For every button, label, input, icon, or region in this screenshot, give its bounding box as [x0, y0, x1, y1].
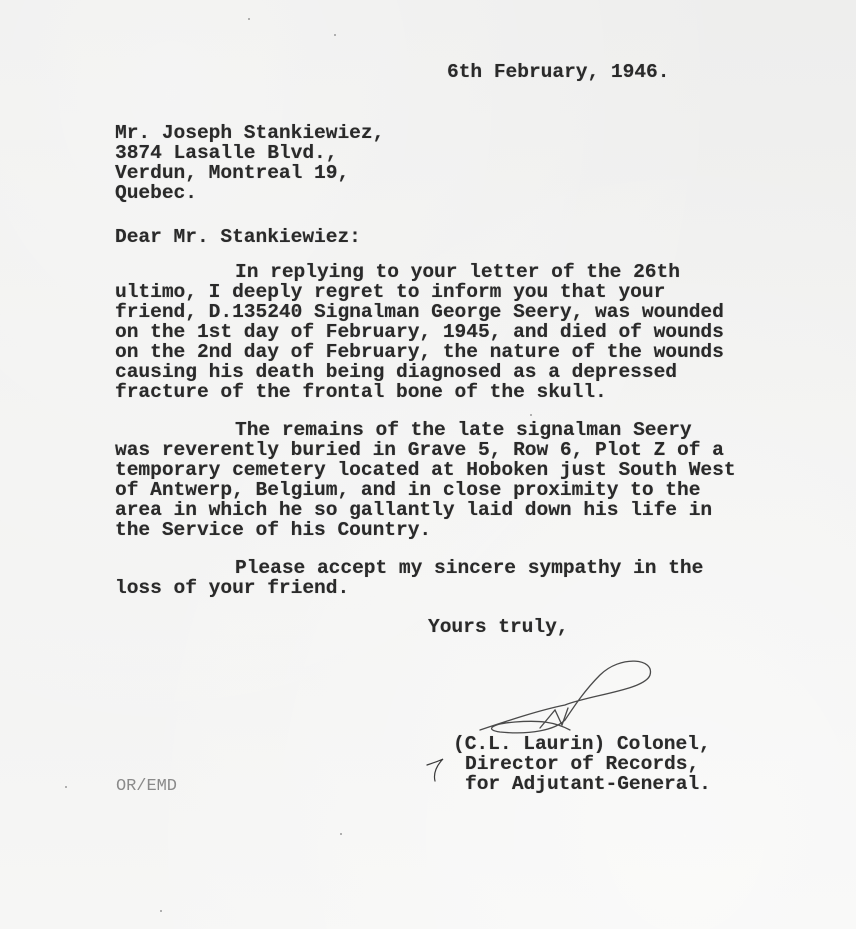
recipient-name: Mr. Joseph Stankiewiez, — [115, 122, 385, 144]
paper-speck — [530, 414, 532, 416]
recipient-province: Quebec. — [115, 182, 197, 204]
recipient-street: 3874 Lasalle Blvd., — [115, 142, 338, 164]
paragraph-line: ultimo, I deeply regret to inform you that your — [115, 281, 666, 303]
paper-speck — [160, 910, 162, 912]
salutation: Dear Mr. Stankiewiez: — [115, 226, 361, 248]
signatory-name: (C.L. Laurin) Colonel, — [453, 733, 711, 755]
closing: Yours truly, — [428, 616, 569, 638]
paper-speck — [340, 833, 342, 835]
paragraph-line: on the 1st day of February, 1945, and died of wounds — [115, 321, 724, 343]
signatory-office: for Adjutant-General. — [465, 773, 711, 795]
paragraph-line: on the 2nd day of February, the nature of the wounds — [115, 341, 724, 363]
paragraph-line: of Antwerp, Belgium, and in close proximity to the — [115, 479, 701, 501]
paper-speck — [248, 18, 250, 20]
paragraph-line: the Service of his Country. — [115, 519, 432, 541]
paragraph-line: was reverently buried in Grave 5, Row 6, Plot Z of a — [115, 439, 724, 461]
recipient-city: Verdun, Montreal 19, — [115, 162, 350, 184]
paragraph-line: fracture of the frontal bone of the skull. — [115, 381, 607, 403]
paragraph-line: area in which he so gallantly laid down his life in — [115, 499, 713, 521]
paragraph-line: The remains of the late signalman Seery — [235, 419, 692, 441]
reference-initials: OR/EMD — [116, 777, 177, 796]
paragraph-line: Please accept my sincere sympathy in the — [235, 557, 704, 579]
paper-speck — [334, 34, 336, 36]
paragraph-line: In replying to your letter of the 26th — [235, 261, 680, 283]
handwritten-mark-icon — [425, 755, 455, 785]
paragraph-line: causing his death being diagnosed as a depressed — [115, 361, 677, 383]
paragraph-line: friend, D.135240 Signalman George Seery, was wounded — [115, 301, 724, 323]
paper-speck — [65, 786, 67, 788]
paragraph-line: temporary cemetery located at Hoboken just South West — [115, 459, 736, 481]
paragraph-line: loss of your friend. — [115, 577, 350, 599]
signatory-title: Director of Records, — [465, 753, 700, 775]
letter-date: 6th February, 1946. — [447, 61, 670, 83]
